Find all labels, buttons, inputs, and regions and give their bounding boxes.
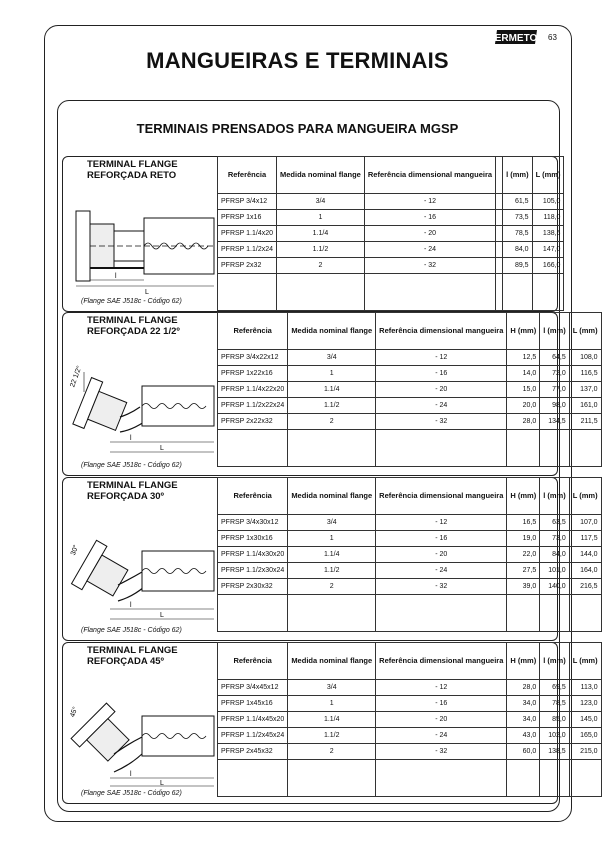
table-cell bbox=[569, 760, 601, 797]
table-cell: 113,0 bbox=[569, 680, 601, 696]
table-cell bbox=[569, 430, 601, 467]
page-number: 63 bbox=[548, 33, 557, 42]
table-cell bbox=[496, 210, 503, 226]
table-cell: 85,0 bbox=[540, 712, 570, 728]
table-cell: - 16 bbox=[376, 696, 507, 712]
table-cell: - 20 bbox=[376, 547, 507, 563]
brand-logo bbox=[495, 29, 539, 45]
table-cell: PFRSP 2x45x32 bbox=[218, 744, 288, 760]
table-cell: 1 bbox=[288, 696, 376, 712]
table-row bbox=[218, 210, 564, 226]
table-cell: 3/4 bbox=[288, 680, 376, 696]
table-row bbox=[218, 478, 602, 515]
section-footnote: (Flange SAE J518c - Código 62) bbox=[81, 627, 182, 634]
table-cell: 118,0 bbox=[532, 210, 564, 226]
table-cell: 16,5 bbox=[507, 515, 540, 531]
table-row bbox=[218, 313, 602, 350]
table-cell: - 12 bbox=[364, 194, 495, 210]
straight-fitting-drawing bbox=[70, 186, 220, 296]
table-cell bbox=[540, 760, 570, 797]
table-cell: - 16 bbox=[364, 210, 495, 226]
table-cell: 3/4 bbox=[277, 194, 365, 210]
table-cell: 98,0 bbox=[540, 398, 570, 414]
section-title: TERMINAL FLANGE REFORÇADA 45º bbox=[87, 645, 178, 667]
table-header-cell: Referência dimensional mangueira bbox=[376, 478, 507, 515]
table-cell: 101,0 bbox=[540, 563, 570, 579]
table-cell: 123,0 bbox=[569, 696, 601, 712]
table-cell: 1 bbox=[277, 210, 365, 226]
table-cell: 1.1/4 bbox=[288, 382, 376, 398]
table-cell: 215,0 bbox=[569, 744, 601, 760]
table-cell: 84,0 bbox=[503, 242, 533, 258]
table-cell: 43,0 bbox=[507, 728, 540, 744]
section-title: TERMINAL FLANGE REFORÇADA 30º bbox=[87, 480, 178, 502]
table-cell bbox=[532, 274, 564, 311]
page-title: MANGUEIRAS E TERMINAIS bbox=[146, 48, 449, 73]
table-cell: 19,0 bbox=[507, 531, 540, 547]
table-cell: 107,0 bbox=[569, 515, 601, 531]
table-row bbox=[218, 194, 564, 210]
table-cell: PFRSP 1.1/2x30x24 bbox=[218, 563, 288, 579]
table-cell: 1.1/4 bbox=[288, 712, 376, 728]
table-cell: 3/4 bbox=[288, 515, 376, 531]
table-cell bbox=[376, 430, 507, 467]
table-row bbox=[218, 157, 564, 194]
table-cell: 145,0 bbox=[569, 712, 601, 728]
table-cell: - 12 bbox=[376, 515, 507, 531]
table-cell: 161,0 bbox=[569, 398, 601, 414]
table-cell bbox=[540, 430, 570, 467]
section-footnote: (Flange SAE J518c - Código 62) bbox=[81, 462, 182, 469]
table-row bbox=[218, 430, 602, 467]
table-cell: 14,0 bbox=[507, 366, 540, 382]
table-cell bbox=[288, 595, 376, 632]
table-header-cell: Medida nominal flange bbox=[288, 478, 376, 515]
table-row bbox=[218, 547, 602, 563]
section-footnote: (Flange SAE J518c - Código 62) bbox=[81, 298, 182, 305]
table-header-cell: l (mm) bbox=[540, 478, 570, 515]
table-cell: - 24 bbox=[364, 242, 495, 258]
table-row bbox=[218, 712, 602, 728]
table-cell: PFRSP 1.1/2x24 bbox=[218, 242, 277, 258]
table-cell: PFRSP 1.1/4x30x20 bbox=[218, 547, 288, 563]
table-header-cell: l (mm) bbox=[540, 313, 570, 350]
table-row bbox=[218, 531, 602, 547]
table-cell: 211,5 bbox=[569, 414, 601, 430]
table-header-cell: Referência dimensional mangueira bbox=[376, 313, 507, 350]
section-heading: TERMINAIS PRENSADOS PARA MANGUEIRA MGSP bbox=[136, 121, 459, 136]
brand-name: ERMETO bbox=[494, 33, 538, 44]
table-cell bbox=[496, 242, 503, 258]
table-row bbox=[218, 274, 564, 311]
table-cell: - 24 bbox=[376, 398, 507, 414]
table-cell: - 24 bbox=[376, 563, 507, 579]
table-cell: - 32 bbox=[376, 414, 507, 430]
table-cell: PFRSP 1.1/4x45x20 bbox=[218, 712, 288, 728]
table-row bbox=[218, 258, 564, 274]
table-cell: 20,0 bbox=[507, 398, 540, 414]
table-cell bbox=[503, 274, 533, 311]
spec-table bbox=[217, 156, 564, 311]
table-cell: - 20 bbox=[364, 226, 495, 242]
table-cell: 78,5 bbox=[503, 226, 533, 242]
table-cell: 73,5 bbox=[503, 210, 533, 226]
section-22-5-degree bbox=[62, 312, 598, 474]
table-cell: 1.1/4 bbox=[277, 226, 365, 242]
table-row bbox=[218, 242, 564, 258]
col-header-reference: Referência bbox=[218, 157, 277, 194]
table-row bbox=[218, 515, 602, 531]
table-header-cell: Referência bbox=[218, 478, 288, 515]
svg-text:l: l bbox=[130, 771, 132, 778]
table-cell: PFRSP 1.1/4x20 bbox=[218, 226, 277, 242]
angled-fitting-drawing bbox=[70, 352, 220, 462]
table-cell bbox=[364, 274, 495, 311]
table-header-cell: Medida nominal flange bbox=[288, 313, 376, 350]
table-cell bbox=[496, 194, 503, 210]
angle-label: 22 1/2° bbox=[69, 365, 84, 389]
table-cell: PFRSP 3/4x22x12 bbox=[218, 350, 288, 366]
section-45-degree bbox=[62, 642, 598, 802]
table-cell: 63,5 bbox=[540, 515, 570, 531]
table-cell: 60,0 bbox=[507, 744, 540, 760]
table-header-cell: H (mm) bbox=[507, 478, 540, 515]
table-header-cell: Referência bbox=[218, 313, 288, 350]
table-cell: 2 bbox=[288, 414, 376, 430]
table-cell: 15,0 bbox=[507, 382, 540, 398]
table-cell: - 32 bbox=[376, 579, 507, 595]
table-row bbox=[218, 382, 602, 398]
table-cell bbox=[376, 760, 507, 797]
table-cell: 77,0 bbox=[540, 382, 570, 398]
table-cell bbox=[218, 760, 288, 797]
table-cell: 72,0 bbox=[540, 366, 570, 382]
table-row bbox=[218, 226, 564, 242]
table-cell: PFRSP 1x22x16 bbox=[218, 366, 288, 382]
table-cell: PFRSP 3/4x45x12 bbox=[218, 680, 288, 696]
table-cell: 140,0 bbox=[540, 579, 570, 595]
col-header-l-small: l (mm) bbox=[503, 157, 533, 194]
table-cell: 2 bbox=[288, 744, 376, 760]
table-cell bbox=[376, 595, 507, 632]
svg-text:L: L bbox=[145, 289, 149, 296]
section-30-degree bbox=[62, 477, 598, 639]
table-header-cell: L (mm) bbox=[569, 643, 601, 680]
table-cell: 61,5 bbox=[503, 194, 533, 210]
table-cell: PFRSP 3/4x12 bbox=[218, 194, 277, 210]
table-cell: 28,0 bbox=[507, 414, 540, 430]
table-cell: 116,5 bbox=[569, 366, 601, 382]
table-cell: PFRSP 1.1/4x22x20 bbox=[218, 382, 288, 398]
table-cell bbox=[507, 595, 540, 632]
table-header-cell: Referência dimensional mangueira bbox=[376, 643, 507, 680]
col-header-l-large: L (mm) bbox=[532, 157, 564, 194]
spec-table bbox=[217, 312, 602, 467]
table-cell: 34,0 bbox=[507, 696, 540, 712]
table-cell: 216,5 bbox=[569, 579, 601, 595]
section-straight bbox=[62, 156, 561, 310]
table-cell: 64,5 bbox=[540, 350, 570, 366]
table-cell: 105,0 bbox=[532, 194, 564, 210]
table-cell: 1 bbox=[288, 366, 376, 382]
table-cell bbox=[569, 595, 601, 632]
table-cell: 1.1/2 bbox=[288, 398, 376, 414]
svg-text:L: L bbox=[160, 612, 164, 619]
table-cell: 27,5 bbox=[507, 563, 540, 579]
table-cell: 78,5 bbox=[540, 696, 570, 712]
table-cell: - 12 bbox=[376, 680, 507, 696]
table-cell: PFRSP 1x16 bbox=[218, 210, 277, 226]
table-cell: 164,0 bbox=[569, 563, 601, 579]
table-cell: - 32 bbox=[376, 744, 507, 760]
table-cell: 2 bbox=[288, 579, 376, 595]
spec-table bbox=[217, 642, 602, 797]
table-cell: - 24 bbox=[376, 728, 507, 744]
table-cell bbox=[288, 760, 376, 797]
table-cell bbox=[218, 274, 277, 311]
table-cell bbox=[507, 760, 540, 797]
table-cell bbox=[496, 258, 503, 274]
table-cell bbox=[277, 274, 365, 311]
table-cell: 2 bbox=[277, 258, 365, 274]
table-cell: - 12 bbox=[376, 350, 507, 366]
table-cell: PFRSP 1x45x16 bbox=[218, 696, 288, 712]
col-header-dimensional: Referência dimensional mangueira bbox=[364, 157, 495, 194]
table-header-cell: l (mm) bbox=[540, 643, 570, 680]
table-row bbox=[218, 680, 602, 696]
table-cell: 73,0 bbox=[540, 531, 570, 547]
table-cell: 1 bbox=[288, 531, 376, 547]
table-cell: PFRSP 3/4x30x12 bbox=[218, 515, 288, 531]
angle-label: 30° bbox=[69, 544, 81, 557]
table-cell: PFRSP 2x22x32 bbox=[218, 414, 288, 430]
svg-text:L: L bbox=[160, 445, 164, 452]
table-cell: 1.1/2 bbox=[288, 728, 376, 744]
table-row bbox=[218, 579, 602, 595]
table-cell: 28,0 bbox=[507, 680, 540, 696]
section-footnote: (Flange SAE J518c - Código 62) bbox=[81, 790, 182, 797]
table-cell: PFRSP 1x30x16 bbox=[218, 531, 288, 547]
table-cell: 134,5 bbox=[540, 414, 570, 430]
table-cell: - 20 bbox=[376, 382, 507, 398]
table-cell: 137,0 bbox=[569, 382, 601, 398]
table-cell: 84,0 bbox=[540, 547, 570, 563]
col-header-h bbox=[496, 157, 503, 194]
svg-text:l: l bbox=[115, 273, 117, 280]
table-row bbox=[218, 414, 602, 430]
table-cell: 144,0 bbox=[569, 547, 601, 563]
col-header-nominal: Medida nominal flange bbox=[277, 157, 365, 194]
svg-text:l: l bbox=[130, 602, 132, 609]
table-header-cell: H (mm) bbox=[507, 313, 540, 350]
table-row bbox=[218, 728, 602, 744]
table-cell: - 16 bbox=[376, 366, 507, 382]
table-row bbox=[218, 760, 602, 797]
table-cell: 89,5 bbox=[503, 258, 533, 274]
table-header-cell: L (mm) bbox=[569, 478, 601, 515]
table-cell bbox=[496, 274, 503, 311]
table-cell: 12,5 bbox=[507, 350, 540, 366]
table-cell: - 32 bbox=[364, 258, 495, 274]
angled-fitting-drawing bbox=[70, 682, 220, 790]
svg-text:l: l bbox=[130, 435, 132, 442]
table-row bbox=[218, 350, 602, 366]
table-cell: 165,0 bbox=[569, 728, 601, 744]
angled-fitting-drawing bbox=[70, 517, 220, 627]
table-row bbox=[218, 398, 602, 414]
table-cell: 138,5 bbox=[532, 226, 564, 242]
table-cell: 3/4 bbox=[288, 350, 376, 366]
table-header-cell: H (mm) bbox=[507, 643, 540, 680]
table-header-cell: Referência bbox=[218, 643, 288, 680]
table-cell: 34,0 bbox=[507, 712, 540, 728]
table-cell: 117,5 bbox=[569, 531, 601, 547]
table-cell: PFRSP 2x32 bbox=[218, 258, 277, 274]
table-cell: 108,0 bbox=[569, 350, 601, 366]
table-cell: - 16 bbox=[376, 531, 507, 547]
table-cell: 22,0 bbox=[507, 547, 540, 563]
table-row bbox=[218, 643, 602, 680]
table-header-cell: L (mm) bbox=[569, 313, 601, 350]
table-cell bbox=[507, 430, 540, 467]
table-cell: 1.1/2 bbox=[288, 563, 376, 579]
table-cell: 69,5 bbox=[540, 680, 570, 696]
table-cell: PFRSP 1.1/2x45x24 bbox=[218, 728, 288, 744]
table-cell bbox=[288, 430, 376, 467]
spec-table bbox=[217, 477, 602, 632]
table-cell: PFRSP 2x30x32 bbox=[218, 579, 288, 595]
table-row bbox=[218, 563, 602, 579]
table-cell: PFRSP 1.1/2x22x24 bbox=[218, 398, 288, 414]
table-cell: 102,0 bbox=[540, 728, 570, 744]
table-cell: 1.1/2 bbox=[277, 242, 365, 258]
table-cell bbox=[218, 595, 288, 632]
section-title: TERMINAL FLANGE REFORÇADA RETO bbox=[87, 159, 178, 181]
table-cell bbox=[496, 226, 503, 242]
table-cell: 166,0 bbox=[532, 258, 564, 274]
table-cell bbox=[218, 430, 288, 467]
svg-text:L: L bbox=[160, 780, 164, 787]
table-row bbox=[218, 696, 602, 712]
section-title: TERMINAL FLANGE REFORÇADA 22 1/2º bbox=[87, 315, 180, 337]
table-cell: 147,0 bbox=[532, 242, 564, 258]
angle-label: 45° bbox=[69, 705, 80, 719]
table-cell bbox=[540, 595, 570, 632]
table-cell: 138,5 bbox=[540, 744, 570, 760]
table-cell: - 20 bbox=[376, 712, 507, 728]
table-header-cell: Medida nominal flange bbox=[288, 643, 376, 680]
table-row bbox=[218, 366, 602, 382]
table-cell: 1.1/4 bbox=[288, 547, 376, 563]
table-row bbox=[218, 595, 602, 632]
table-cell: 39,0 bbox=[507, 579, 540, 595]
table-row bbox=[218, 744, 602, 760]
